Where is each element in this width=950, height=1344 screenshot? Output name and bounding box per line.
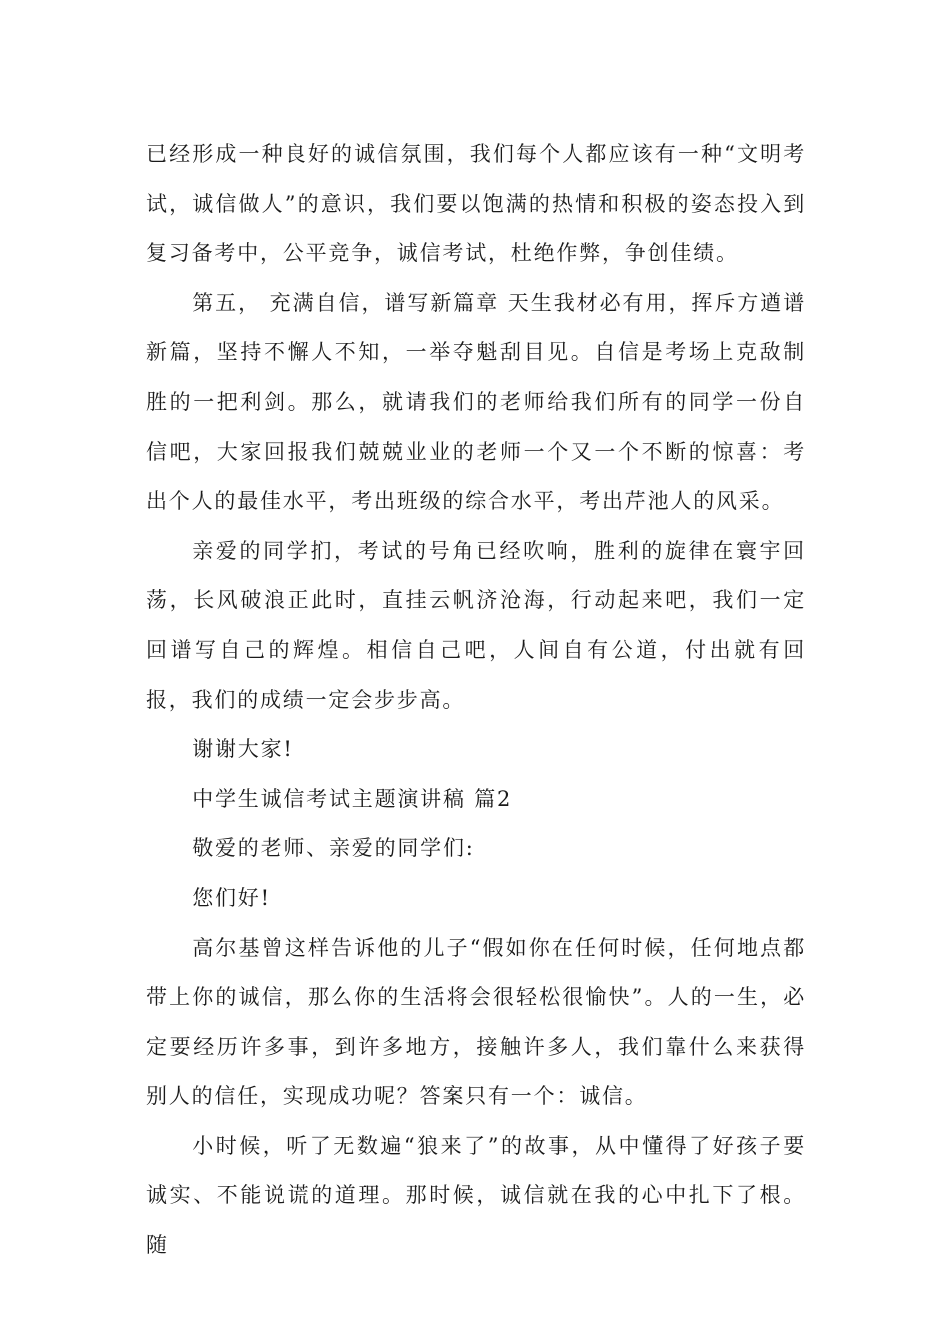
document-page [146,130,806,1271]
paragraph-call-to-action: 亲爱的同学扪，考试的号角已经吹响，胜利的旋律在寰宇回荡，长风破浪正此时，直挂云帆济沧海，行动起来吧，我们一定回谱写自己的辉煌。相信自己吧，人间自有公道，付出就有回报，我们的成绩一定会步步高。 [146,538,806,712]
salutation: 敬爱的老师、亲爱的同学们: [192,836,475,861]
paragraph-continuation: 已经形成一种良好的诚信氛围，我们每个人都应该有一种“文明考试，诚信做人”的意识，我们要以饱满的热情和积极的姿态投入到复习备考中，公平竞争，诚信考试，杜绝作弊，争创佳绩。 [146,142,806,266]
paragraph-gorky-quote: 高尔基曾这样告诉他的儿子“假如你在任何时候，任何地点都带上你的诚信，那么你的生活将会很轻松很愉快”。人的一生，必定要经历许多事，到许多地方，接触许多人，我们靠什么来获得别人的信任，实现成功呢？答案只有一个：诚信。 [146,935,806,1109]
paragraph-childhood: 小时候，听了无数遍“狼来了”的故事，从中懂得了好孩子要诚实、不能说谎的道理。那时候，诚信就在我的心中扎下了根。随 [146,1133,806,1258]
paragraph-confidence: 第五， 充满自信，谱写新篇章 天生我材必有用，挥斥方遒谱新篇，坚持不懈人不知，一举夺魁刮目见。自信是考场上克敌制胜的一把利剑。那么，就请我们的老师给我们所有的同学一份自信吧，大家回报我们兢兢业业的老师一个又一个不断的惊喜：考出个人的最佳水平，考出班级的综合水平，考出芹池人的风采。 [146,290,806,514]
greeting: 您们好! [192,885,271,910]
paragraph-thanks: 谢谢大家! [192,737,294,762]
section-title: 中学生诚信考试主题演讲稿 篇2 [192,786,513,811]
